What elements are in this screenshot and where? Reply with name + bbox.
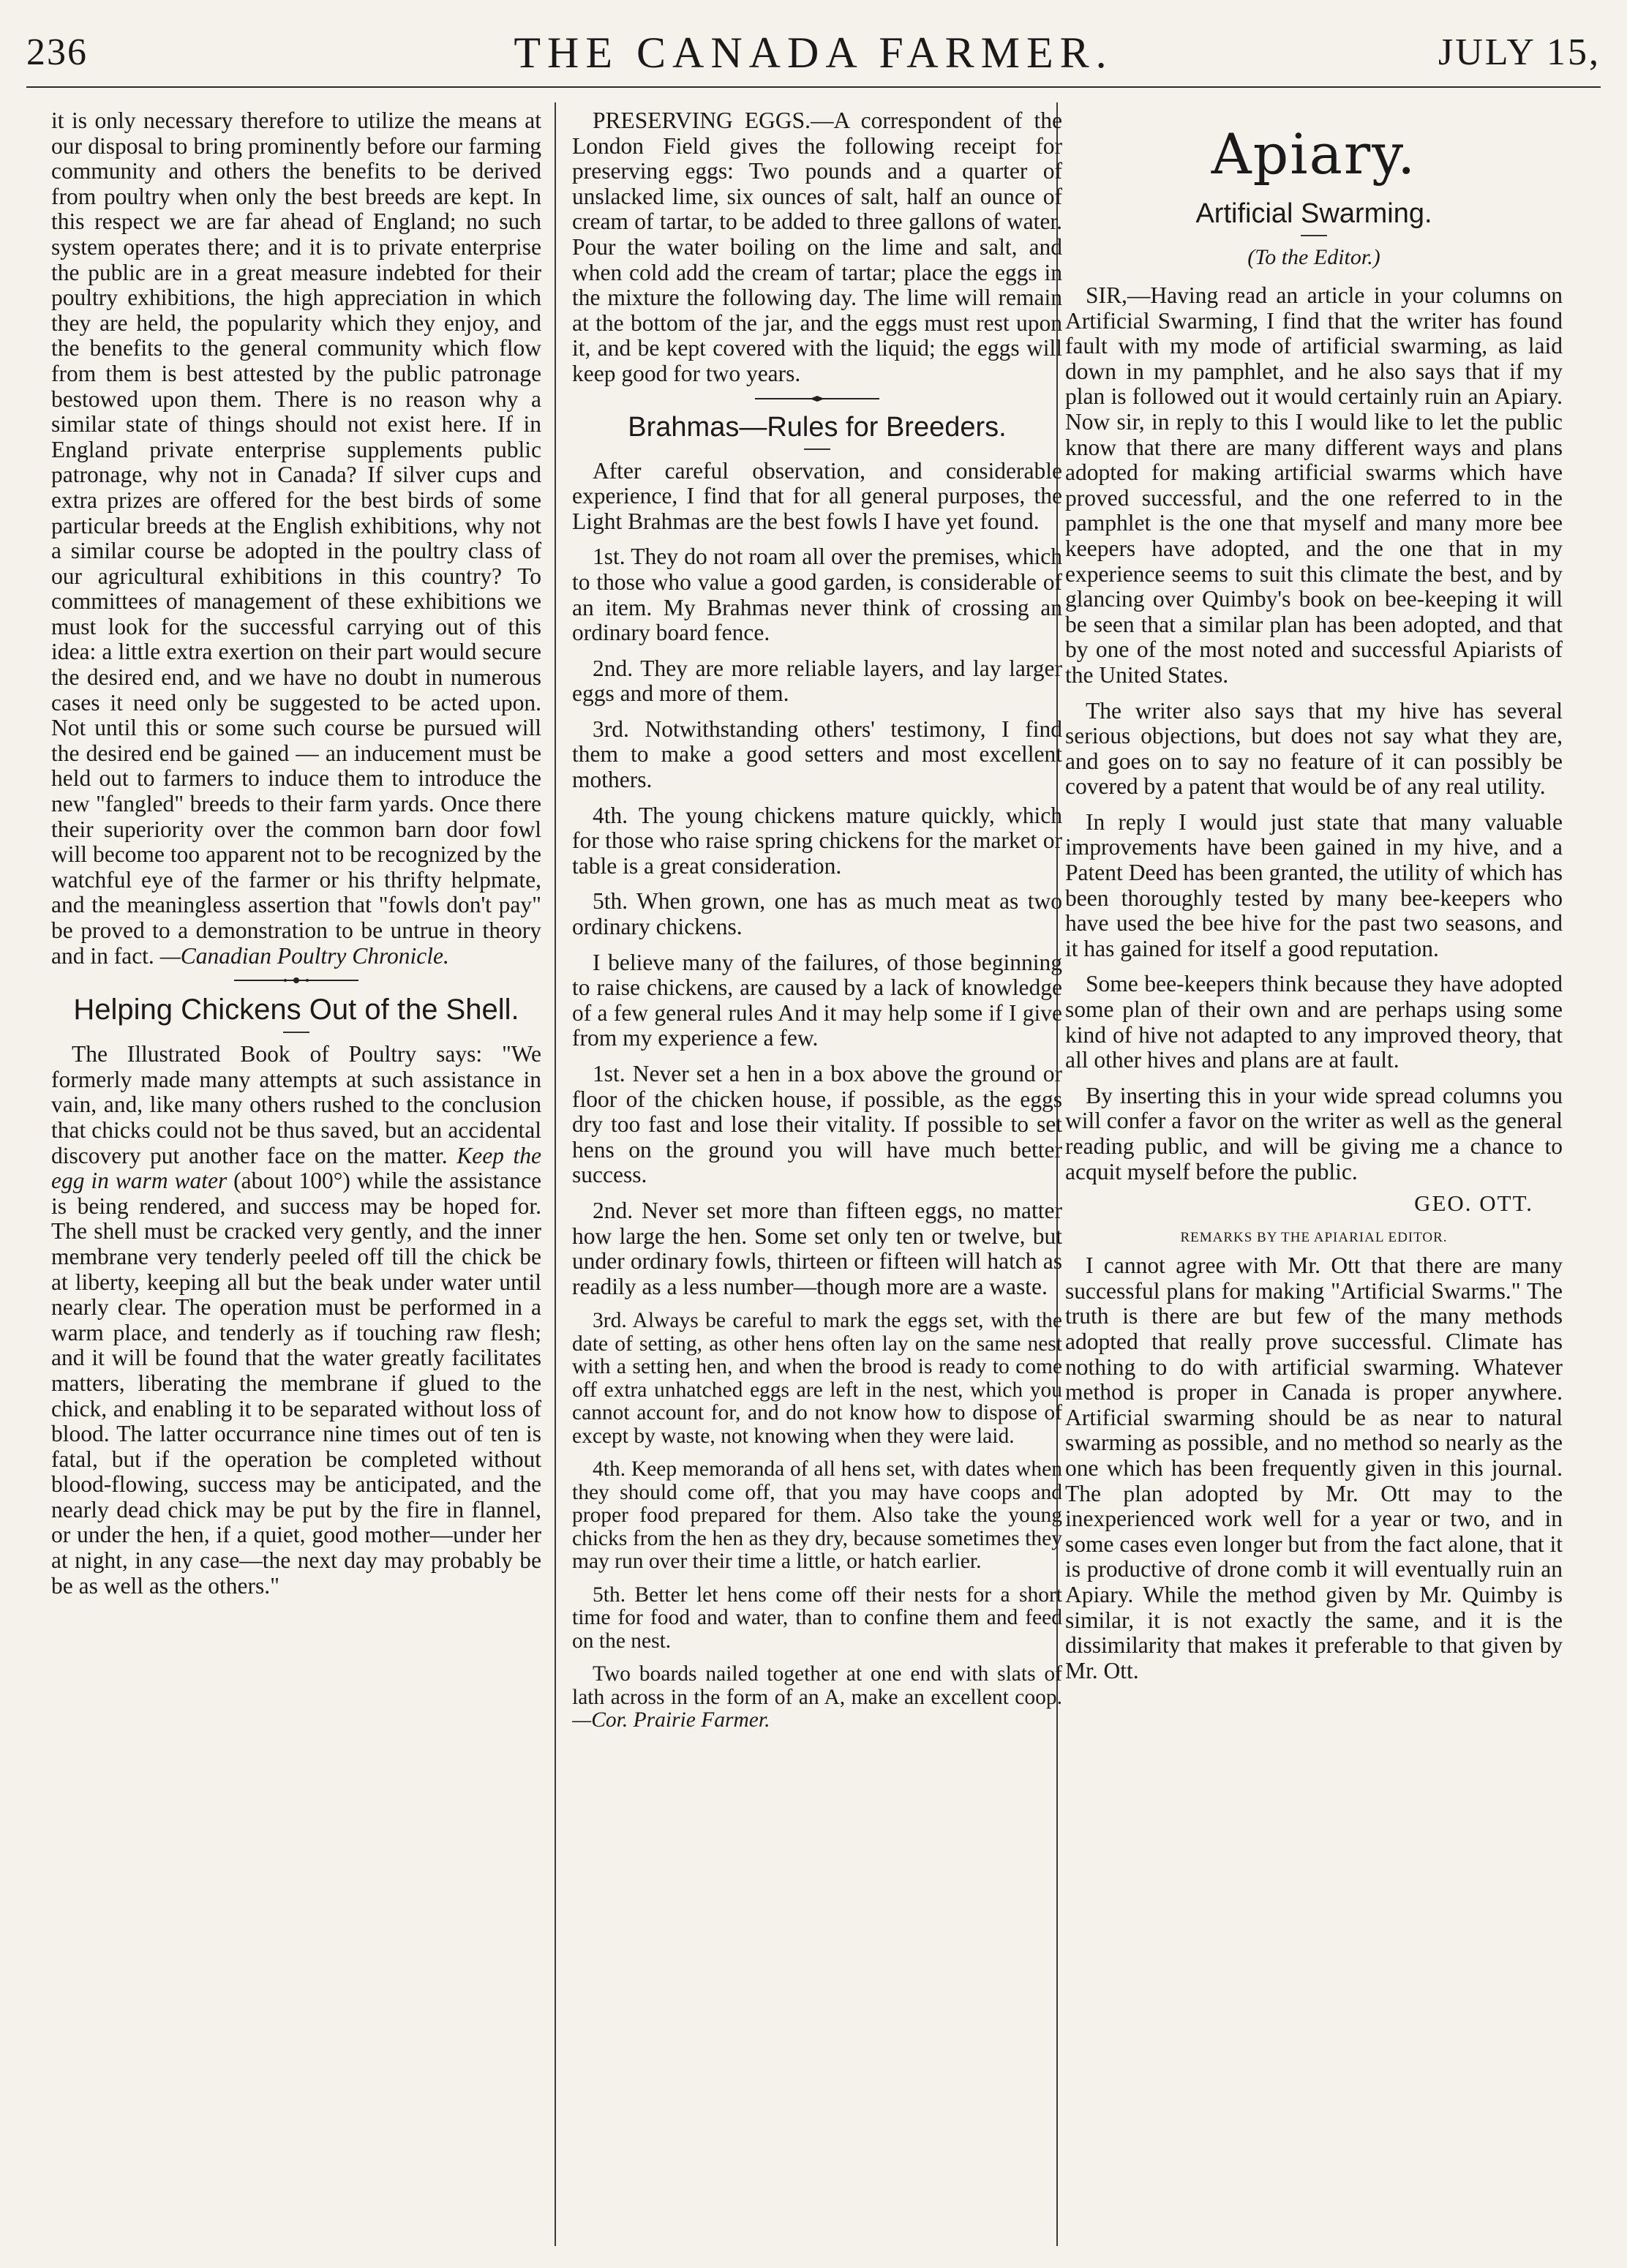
brahmas-rule-3: 3rd. Notwithstanding others' testimony, I find them to make a good setters and most excellent mothers.	[572, 716, 1062, 793]
coop-text	[572, 1663, 1062, 1732]
poultry-article-body: it is only necessary therefore to utilize the means at our disposal to bring prominently before our farming community and others the benefits to be derived from poultry when only the best breeds are kept. In this respect we are far ahead of England; no such system operates there; and it is to private enterprise the public are in a great measure indebted for their poultry exhibitions, the high appreciation in which they are held, the popularity which they enjoy, and the benefits to the general community which flow from them is best attested by the public patronage bestowed upon them. There is no reason why a similar state of things should not exist here. If in England private enterprise supplements public patronage, why not in Canada? If silver cups and extra prizes are offered for the best birds of some particular breeds at the English exhibitions, why not a similar course be adopted in the poultry class of our agricultural exhibitions in this country? To committees of management of these exhibitions we must look for the successful carrying out of this idea: a little extra exertion on their part would secure the desired end, and we have no doubt in numerous cases it need only be suggested to be acted upon. Not until this or some such course be pursued will the desired end be gained — an inducement must be held out to farmers to induce them to introduce the new "fangled" breeds to their farm yards. Once there their superiority over the common barn door fowl will become too apparent not to be recognized by the watchful eye of the farmer or his thrifty helpmate, and the meaningless assertion that "fowls don't pay" be proved to a demonstration to be untrue in theory and in fact.	[51, 108, 541, 969]
apiary-section-title: Apiary.	[1211, 121, 1417, 187]
preserving-eggs-text	[572, 108, 1062, 387]
poultry-article-text	[51, 108, 541, 969]
helping-chickens-title: Helping Chickens Out of the Shell.	[73, 994, 519, 1026]
failure-rule-5: 5th. Better let hens come off their nests for a short time for food and water, than to confine them and feed on the nest.	[572, 1582, 1062, 1653]
page-number: 236	[26, 31, 88, 73]
failure-rule-3: 3rd. Always be careful to mark the eggs set, with the date of setting, as other hens often lay on the same nest with a setting hen, and when the brood is ready to come off extra unhatched eggs are left in the nest, which you cannot account for, and do not know how to dispose of except by waste, not knowing when they were laid.	[572, 1309, 1062, 1448]
poultry-article-source: —Canadian Poultry Chronicle.	[159, 942, 449, 969]
preserving-eggs-lead: PRESERVING EGGS.—	[593, 108, 834, 133]
title-rule	[804, 448, 830, 450]
title-rule	[1301, 235, 1327, 236]
brahmas-rule-4: 4th. The young chickens mature quickly, which for those who raise spring chickens for the market or table is a great consideration.	[572, 802, 1062, 879]
letter-paragraph-4: Some bee-keepers think because they have adopted some plan of their own and are perhaps using some kind of hive not adapted to any improved theory, that all other hives and plans are at fault.	[1065, 971, 1563, 1073]
page-header	[26, 31, 1601, 82]
failures-intro: I believe many of the failures, of those beginning to raise chickens, are caused by a lack of knowledge of a few general rules And it may help some if I give from my experience a few.	[572, 949, 1062, 1051]
coop-source: —Cor. Prairie Farmer.	[572, 1708, 770, 1732]
helping-chickens-emphasis: Keep the egg in warm water	[51, 1142, 541, 1194]
column-left	[51, 108, 541, 2239]
remarks-title: REMARKS BY THE APIARIAL EDITOR.	[1180, 1230, 1448, 1246]
remarks-text: I cannot agree with Mr. Ott that there are many successful plans for making "Artificial Swarms." The truth is there are but few of the many methods adopted that really prove successful. Climate has nothing to do with artificial swarming. Whatever method is proper in Canada is proper anywhere. Artificial swarming should be as near to natural swarming as possible, and no method so nearly as the one which has been frequently given in this journal. The plan adopted by Mr. Ott may to the inexperienced work well for a year or two, and in some cases even longer but from the fact alone, that it is productive of drone comb it will eventually ruin an Apiary. While the method given by Mr. Quimby is similar, it is not exactly the same, and it is the dissimilarity that makes it preferable to that given by Mr. Ott.	[1065, 1253, 1563, 1683]
column-divider	[555, 102, 556, 2246]
brahmas-title: Brahmas—Rules for Breeders.	[628, 411, 1007, 443]
failure-rule-1: 1st. Never set a hen in a box above the ground or floor of the chicken house, if possible, as the eggs dry too fast and lose their vitality. If possible to set hens on the ground you will have much better success.	[572, 1061, 1062, 1188]
helping-chickens-text	[51, 1042, 541, 1599]
letter-paragraph-2: The writer also says that my hive has several serious objections, but does not say what they are, and goes on to say no feature of it can possibly be covered by a patent that would be of any real utility.	[1065, 697, 1563, 800]
helping-chickens-body-a: The Illustrated Book of Poultry says: "We formerly made many attempts at such assistance in vain, and, like many others rushed to the conclusion that chicks could not be thus saved, but an accidental discovery put another face on the matter.	[51, 1041, 541, 1168]
brahmas-rule-2: 2nd. They are more reliable layers, and lay larger eggs and more of them.	[572, 655, 1062, 707]
coop-body: Two boards nailed together at one end with slats of lath across in the form of an A, make an excellent coop.	[572, 1662, 1062, 1709]
brahmas-intro: After careful observation, and considerable experience, I find that for all general purposes, the Light Brahmas are the best fowls I have yet found.	[572, 457, 1062, 534]
column-middle	[572, 108, 1062, 2239]
brahmas-rule-5: 5th. When grown, one has as much meat as two ordinary chickens.	[572, 888, 1062, 940]
letter-signature: GEO. OTT.	[1414, 1190, 1533, 1217]
letter-paragraph-1: SIR,—Having read an article in your columns on Artificial Swarming, I find that the writer has found fault with my mode of artificial swarming, as laid down in my pamphlet, and he also says that if my plan is followed out it would certainly ruin an Apiary. Now sir, in reply to this I would like to let the public know that there are many different ways and plans adopted for making artificial swarms which have proved successful, and the one referred to in the pamphlet is the one that myself and many more bee keepers have adopted, and the one that in my experience seems to suit this climate the best, and by glancing over Quimby's book on bee-keeping it will be seen that a similar plan has been adopted, and that by one of the most noted and successful Apiarists of the United States.	[1065, 282, 1563, 688]
header-rule	[26, 86, 1601, 88]
preserving-eggs-body: A correspondent of the London Field gives the following receipt for preserving eggs: Two pounds and a quarter of unslacked lime, six ounces of salt, half an ounce of cream of tartar, to be added to three gallons of water. Pour the water boiling on the lime and salt, and when cold add the cream of tartar; place the eggs in the mixture the following day. The lime will remain at the bottom of the jar, and the eggs must rest upon it, and be kept covered with the liquid; the eggs will keep good for two years.	[572, 108, 1062, 386]
ornament-divider	[755, 394, 879, 403]
artificial-swarming-title: Artificial Swarming.	[1195, 198, 1432, 229]
failure-rule-2: 2nd. Never set more than fifteen eggs, no matter how large the hen. Some set only ten or twelve, but under ordinary fowls, thirteen or fifteen will hatch as readily as a less number—though more are a waste.	[572, 1197, 1062, 1299]
ornament-divider	[234, 976, 358, 985]
masthead: THE CANADA FARMER.	[514, 29, 1113, 77]
issue-date: JULY 15,	[1438, 31, 1601, 73]
brahmas-rule-1: 1st. They do not roam all over the premises, which to those who value a good garden, is considerable of an item. My Brahmas never think of crossing an ordinary board fence.	[572, 544, 1062, 646]
failure-rule-4: 4th. Keep memoranda of all hens set, with dates when they should come off, that you may have coops and proper food prepared for them. Also take the young chicks from the hen as they dry, because sometimes they may run over their time a little, or hatch earlier.	[572, 1457, 1062, 1574]
ornament-divider-icon	[755, 394, 879, 403]
to-editor-line: (To the Editor.)	[1247, 245, 1380, 269]
letter-paragraph-5: By inserting this in your wide spread columns you will confer a favor on the writer as well as the general reading public, and will be giving me a chance to acquit myself before the public.	[1065, 1082, 1563, 1184]
column-right	[1065, 108, 1563, 2239]
title-rule	[283, 1032, 309, 1033]
letter-paragraph-3: In reply I would just state that many valuable improvements have been gained in my hive, and a Patent Deed has been granted, the utility of which has been thoroughly tested by many bee-keepers who have used the bee hive for the past two seasons, and it has gained for itself a good reputation.	[1065, 808, 1563, 961]
ornament-divider-icon	[234, 976, 358, 985]
helping-chickens-body-b: (about 100°) while the assistance is being rendered, and success may be hoped for. The shell must be cracked very gently, and the inner membrane very tenderly peeled off till the chick be at liberty, keeping all but the beak under water until nearly clear. The operation must be performed in a warm place, and tenderly as if touching raw flesh; and it will be found that the water greatly facilitates matters, liberating the membrane if glued to the chick, and enabling it to be separated without loss of blood. The latter occurrance nine times out of ten is fatal, but if the operation be completed without blood-flowing, success may be anticipated, and the nearly dead chick may be put by the fire in flannel, or under the hen, if a quiet, good mother—under her at night, in any case—the next day may probably be be as well as the others."	[51, 1168, 541, 1599]
